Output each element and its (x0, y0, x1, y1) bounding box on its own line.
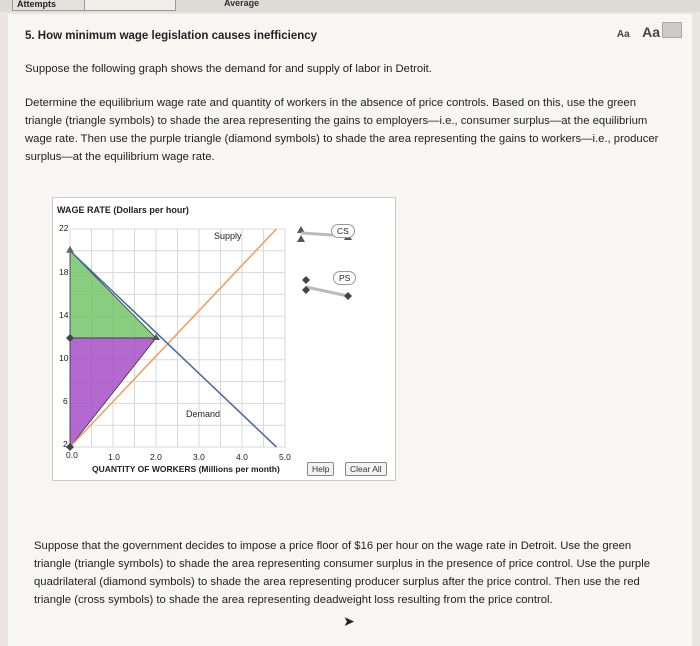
x-tick-label: 2.0 (150, 452, 162, 462)
y-tick-label: 14 (59, 310, 69, 320)
help-button[interactable]: Help (307, 462, 334, 476)
y-tick-label: 2 (63, 439, 68, 449)
x-tick-label: 0.0 (66, 450, 78, 460)
average-tab: Average (224, 0, 260, 8)
y-tick-label: 6 (63, 396, 68, 406)
x-tick-label: 4.0 (236, 452, 248, 462)
ps-tool-line (306, 287, 348, 296)
y-tick-label: 18 (59, 267, 69, 277)
cs-tool-label[interactable]: CS (331, 224, 355, 238)
font-small-button[interactable]: Aa (616, 29, 630, 40)
ps-tool-label[interactable]: PS (333, 271, 356, 285)
attempts-tab[interactable]: Attempts (12, 0, 88, 11)
ps-diamond-tool-icon (344, 292, 352, 300)
mouse-cursor-icon: ➤ (343, 613, 355, 629)
cs-triangle-tool-icon (297, 235, 305, 242)
x-tick-label: 3.0 (193, 452, 205, 462)
y-axis-label: WAGE RATE (Dollars per hour) (57, 205, 189, 215)
question-followup: Suppose that the government decides to impose a price floor of $16 per hour on the wage rate in Detroit. Use the green triangle (triangle symbols) to shade the area representing consumer surplus in the presence of price control. Use the purple quadrilateral (diamond symbols) to shade the area representing producer surplus after the price control. Then use the red triangle (cross symbols) to shade the area representing deadweight loss resulting from the price control. (34, 540, 651, 606)
y-tick-label: 10 (59, 353, 69, 363)
x-axis-label: QUANTITY OF WORKERS (Millions per month) (92, 464, 280, 474)
x-tick-label: 1.0 (108, 452, 120, 462)
question-title: 5. How minimum wage legislation causes inefficiency (25, 30, 318, 42)
question-instructions: Determine the equilibrium wage rate and quantity of workers in the absence of price controls. Based on this, use the green triangle (triangle symbols) to shade the area representing the gains to employers—i.e., consumer surplus—at the equilibrium wage rate. Then use the purple triangle (diamond symbols) to shade the area representing the gains to workers—i.e., producer surplus—at the equilibrium wage rate. (25, 97, 659, 163)
clear-all-button[interactable]: Clear All (345, 462, 387, 476)
supply-label: Supply (214, 231, 242, 241)
font-large-button[interactable]: Aa (642, 24, 660, 40)
question-intro: Suppose the following graph shows the demand for and supply of labor in Detroit. (25, 63, 432, 75)
demand-label: Demand (186, 409, 221, 419)
ps-diamond-tool-icon (302, 276, 310, 284)
x-tick-label: 5.0 (279, 452, 291, 462)
y-tick-label: 22 (59, 223, 69, 233)
